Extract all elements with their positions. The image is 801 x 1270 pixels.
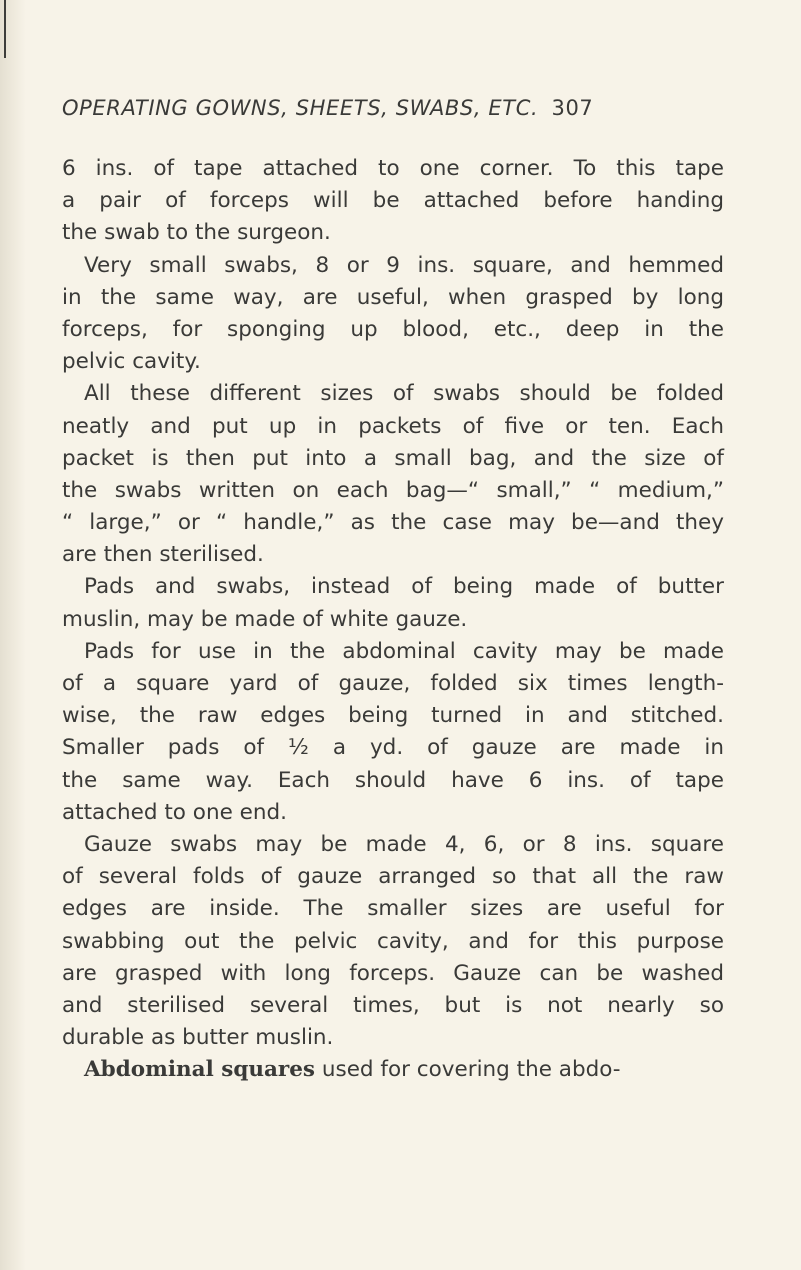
text-line: Smaller pads of ½ a yd. of gauze are made in (62, 735, 724, 761)
text-line: the swabs written on each bag—“ small,” “ medium,” (62, 477, 724, 503)
text-line: Pads for use in the abdominal cavity may be made (84, 638, 724, 664)
text-line: of several folds of gauze arranged so that all the raw (62, 864, 724, 890)
text-line: neatly and put up in packets of five or ten. Each (62, 413, 724, 439)
body-text (62, 153, 724, 1086)
text-line: edges are inside. The smaller sizes are useful for (62, 896, 724, 922)
text-line: Gauze swabs may be made 4, 6, or 8 ins. square (84, 831, 724, 857)
page-gutter-shadow (0, 0, 26, 1270)
text-line: swabbing out the pelvic cavity, and for this purpose (62, 928, 724, 954)
running-head (62, 96, 722, 136)
bold-lead-term: Abdominal squares (84, 1057, 316, 1083)
text-line: packet is then put into a small bag, and the size of (62, 445, 724, 471)
text-line-final (62, 1054, 724, 1086)
text-line: and sterilised several times, but is not nearly so (62, 992, 724, 1018)
text-line: 6 ins. of tape attached to one corner. To this tape (62, 156, 724, 181)
text-line: are grasped with long forceps. Gauze can be washed (62, 960, 724, 986)
page-edge-mark (4, 0, 6, 58)
text-line: All these different sizes of swabs should be folded (84, 381, 724, 407)
text-line: a pair of forceps will be attached before handing (62, 188, 724, 214)
text-line: Very small swabs, 8 or 9 ins. square, and hemmed (84, 252, 724, 278)
text-line: attached to one end. (62, 799, 287, 825)
text-line: forceps, for sponging up blood, etc., deep in the (62, 316, 724, 342)
text-line: “ large,” or “ handle,” as the case may be—and they (62, 510, 724, 536)
text-line: pelvic cavity. (62, 349, 201, 375)
running-head-title: OPERATING GOWNS, SHEETS, SWABS, ETC. (62, 96, 539, 120)
text-line: muslin, may be made of white gauze. (62, 606, 468, 632)
text-line: durable as butter muslin. (62, 1025, 334, 1051)
final-line-rest: used for covering the abdo- (315, 1057, 621, 1083)
text-line: in the same way, are useful, when grasped by long (62, 284, 724, 310)
text-line: are then sterilised. (62, 542, 264, 568)
text-line: wise, the raw edges being turned in and stitched. (62, 703, 724, 729)
text-line: of a square yard of gauze, folded six times length- (62, 671, 724, 696)
page-number: 307 (551, 96, 594, 120)
text-line: the swab to the surgeon. (62, 220, 331, 246)
text-line: the same way. Each should have 6 ins. of tape (62, 767, 724, 793)
text-line: Pads and swabs, instead of being made of butter (84, 574, 724, 600)
